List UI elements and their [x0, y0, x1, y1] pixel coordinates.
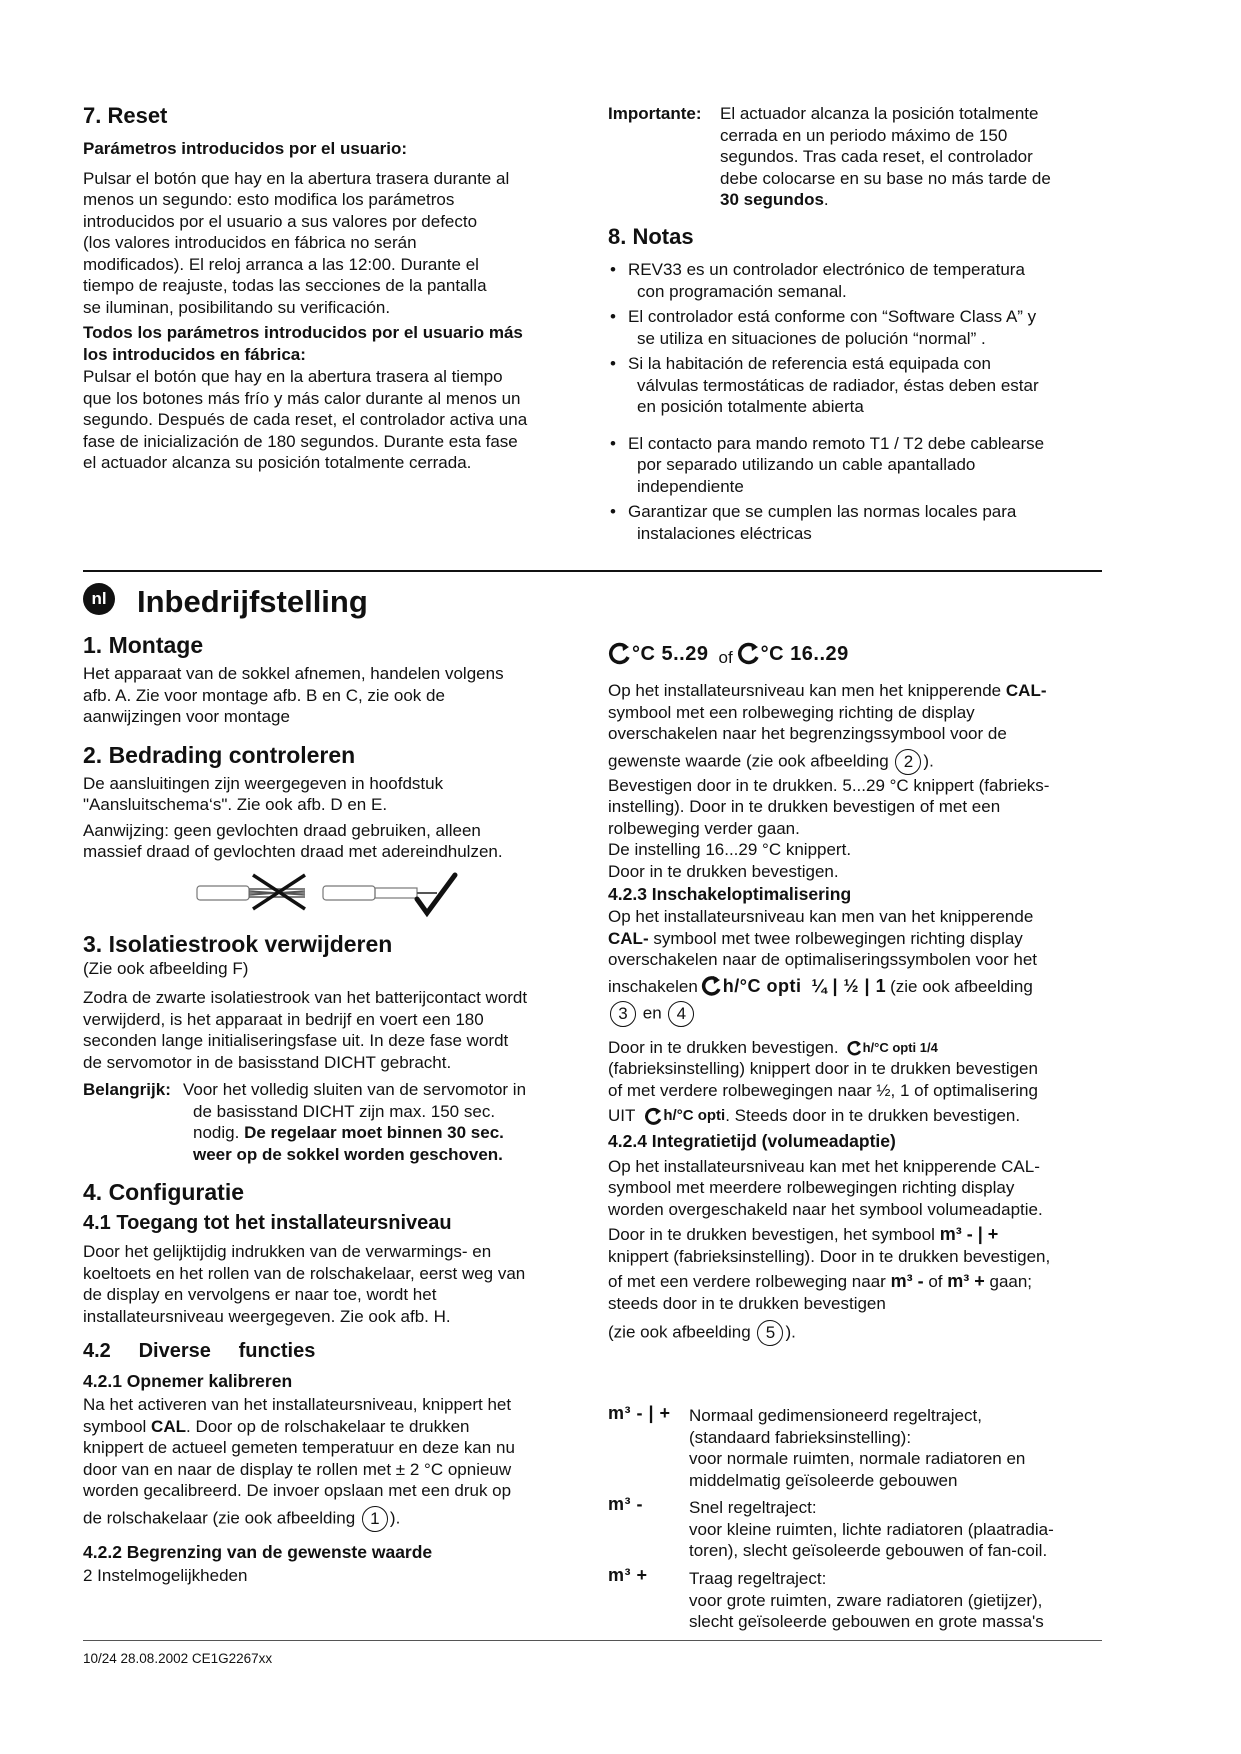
- text-line: knippert (fabrieksinstelling). Door in te drukken bevestigen,: [608, 1246, 1051, 1266]
- text-line: worden overgeschakeld naar het symbool volumeadaptie.: [608, 1199, 1043, 1219]
- text-line: Op het installateursniveau kan men van het knipperende: [608, 907, 1034, 926]
- reset-para1: [83, 168, 583, 319]
- text-line: segundos. Tras cada reset, el controlador: [720, 147, 1033, 166]
- text-line: fase de inicialización de 180 segundos. Durante esta fase: [83, 431, 518, 451]
- text-line: de display en vervolgens er naar toe, wordt het: [83, 1285, 437, 1304]
- text-line: installateursniveau weergegeven. Zie ook afb. H.: [83, 1306, 451, 1326]
- reset-section: [83, 103, 583, 474]
- text-fragment: .: [823, 190, 829, 209]
- toegang-heading: 4.1 Toegang tot het installateursniveau: [83, 1212, 452, 1234]
- text-line: (los valores introducidos en fábrica no serán: [83, 233, 417, 252]
- figure-2-badge: 2: [895, 749, 921, 775]
- text-line: Op het installateursniveau kan met het knipperende CAL-: [608, 1156, 1040, 1176]
- text-line: De instelling 16...29 °C knippert.: [608, 840, 852, 859]
- text-line: Voor het volledig sluiten van de servomotor in: [183, 1080, 527, 1099]
- text-line: Todos los parámetros introducidos por el usuario más: [83, 323, 523, 342]
- figure-5-badge: 5: [757, 1320, 783, 1346]
- text-line: Bevestigen door in te drukken. 5...29 °C knippert (fabrieks-: [608, 775, 1050, 795]
- important-note: [608, 103, 1108, 211]
- diverse-heading: 4.2 Diverse functies: [83, 1340, 316, 1362]
- range-16-29: °C 16..29: [760, 642, 849, 665]
- kalibreren-heading: 4.2.1 Opnemer kalibreren: [83, 1371, 293, 1391]
- notes-section: [608, 103, 1108, 544]
- integratie-heading: 4.2.4 Integratietijd (volumeadaptie): [608, 1130, 896, 1151]
- reset-sub1: Parámetros introducidos por el usuario:: [83, 139, 408, 158]
- begrenzing-heading: 4.2.2 Begrenzing van de gewenste waarde: [83, 1541, 433, 1562]
- text-line: "Aansluitschema‘s". Zie ook afb. D en E.: [83, 795, 388, 814]
- clock-arrow-icon: [847, 1040, 863, 1058]
- text-line: los introducidos en fábrica:: [83, 344, 306, 364]
- row-text: Snel regeltraject: voor kleine ruimten, lichte radiatoren (plaatradia- toren), slecht geïsoleerde gebouwen of fan-coil.: [689, 1498, 1054, 1560]
- text-line: symbool met een rolbeweging richting de display: [608, 702, 975, 722]
- text-line: instelling). Door in te drukken bevestigen of met een: [608, 797, 1001, 816]
- text-line: que los botones más frío y más calor durante al menos un: [83, 388, 521, 408]
- list-item: • El controlador está conforme con “Software Class A” y se utiliza en situaciones de polución “normal” .: [608, 306, 1108, 349]
- text-line: seconden lange initialiseringsfase uit. In deze fase wordt: [83, 1031, 509, 1050]
- language-badge: nl: [83, 583, 115, 615]
- text-line: weer op de sokkel worden geschoven.: [193, 1144, 503, 1164]
- text-line: el actuador alcanza su posición totalmente cerrada.: [83, 453, 472, 472]
- text-line: de servomotor in de basisstand DICHT gebracht.: [83, 1052, 452, 1072]
- list-item: • Si la habitación de referencia está equipada con válvulas termostáticas de radiador, éstas deben estar en posición totalmente abierta: [608, 353, 1108, 418]
- text-line: worden gecalibreerd. De invoer opslaan met een druk op: [83, 1481, 512, 1500]
- notes-heading: 8. Notas: [608, 224, 694, 249]
- text-line: massief draad of gevlochten draad met adereindhulzen.: [83, 842, 503, 861]
- footer-divider: [83, 1640, 1102, 1641]
- text-line: de basisstand DICHT zijn max. 150 sec.: [193, 1101, 496, 1121]
- isolatie-sub: (Zie ook afbeelding F): [83, 958, 249, 978]
- text-line: overschakelen naar de optimaliseringssymbolen voor het: [608, 950, 1038, 969]
- text-line: modificados). El reloj arranca a las 12:00. Durante el: [83, 254, 479, 274]
- figure-1-badge: 1: [362, 1506, 388, 1532]
- row-text: Normaal gedimensioneerd regeltraject, (standaard fabrieksinstelling): voor normale ruimten, normale radiatoren en middelmatig geïsoleerde gebouwen: [689, 1406, 1026, 1490]
- isolatie-heading: 3. Isolatiestrook verwijderen: [83, 930, 393, 957]
- reset-sub2: [83, 322, 583, 365]
- text-line: rolbeweging verder gaan.: [608, 818, 800, 838]
- belangrijk-label: Belangrijk:: [83, 1080, 171, 1099]
- text-line: Na het activeren van het installateursniveau, knippert het: [83, 1395, 512, 1414]
- list-item: • REV33 es un controlador electrónico de temperatura con programación semanal.: [608, 259, 1108, 302]
- text-line: cerrada en un periodo máximo de 150: [720, 125, 1008, 145]
- text-line: Zodra de zwarte isolatiestrook van het batterijcontact wordt: [83, 988, 528, 1007]
- text-line: se iluminan, posibilitando su verificación.: [83, 297, 391, 317]
- text-line: Pulsar el botón que hay en la abertura trasera durante al: [83, 168, 510, 188]
- clock-arrow-icon: [645, 1107, 663, 1127]
- m3-plus-symbol: m³ +: [947, 1271, 985, 1291]
- range-5-29: °C 5..29: [632, 642, 709, 665]
- text-line: afb. A. Zie voor montage afb. B en C, zie ook de: [83, 685, 445, 705]
- text-line: Aanwijzing: geen gevlochten draad gebruiken, alleen: [83, 820, 481, 840]
- text-line: overschakelen naar het begrenzingssymbool voor de: [608, 724, 1007, 743]
- clock-arrow-icon: [608, 641, 632, 667]
- opti-symbol: h/°C opti: [722, 975, 802, 996]
- section-divider: [83, 570, 1102, 572]
- text-line: introducidos por el usuario a sus valores por defecto: [83, 211, 478, 231]
- nl-right-column: °C 5..29 of °C 16..29 Op het installateursniveau kan men het knipperende CAL- symbool met een rolbeweging richting de display overschakelen naar het begrenzingssymbool voor de gewenste waarde (zie ook afbeelding 2 ). Bevestigen door in te drukken. 5...29 °C knippert (fabrieks- instelling). Door in te drukken bevestigen of met een rolbeweging verder gaan. De instelling 16...29 °C knippert. Door in te drukken bevestigen. 4.2.3 Inschakeloptimalisering Op het installateursniveau kan men van het knipperende CAL- symbool met twee rolbewegingen richting display overschakelen naar de optimaliseringssymbolen voor het inschakelen h/°C opti ¼ | ½ | 1 (zie ook afbeelding 3 en 4 Door in te drukken bevestigen. h/°C opti 1/4 (fabrieksinstelling) knippert door in te drukken bevestigen of met verdere rolbewegingen naar ½, 1 of optimalisering UIT h/°C opti . Steeds door in te drukken bevestigen. 4.2.4 Integratietijd (volumeadaptie) Op het installateursniveau kan met het knipperende CAL- symbool met meerdere rolbewegingen richting display worden overgeschakeld naar het symbool volumeadaptie. Door in te drukken bevestigen, het symbool m³ - | + knippert (fabrieksinstelling). Door in te drukken bevestigen, of met een verdere rolbeweging naar m³ - of m³ + gaan; steeds door in te drukken bevestigen (zie ook afbeelding 5 ).: [608, 636, 1108, 1346]
- list-item: • El contacto para mando remoto T1 / T2 debe cablearse por separado utilizando un cable apantallado independiente: [608, 433, 1108, 498]
- clock-arrow-icon: [737, 641, 761, 667]
- text-line: Door het gelijktijdig indrukken van de verwarmings- en: [83, 1242, 492, 1261]
- reset-para2: [83, 366, 583, 474]
- notes-list: [608, 259, 1108, 544]
- row-symbol: m³ -: [608, 1494, 643, 1514]
- text-line: knippert de actueel gemeten temperatuur en deze kan nu: [83, 1438, 515, 1457]
- text-line: (fabrieksinstelling) knippert door in te drukken bevestigen: [608, 1059, 1038, 1078]
- clock-arrow-icon: [701, 975, 723, 999]
- text-line: Door in te drukken bevestigen.: [608, 861, 839, 881]
- important-bold: 30 segundos: [720, 190, 824, 209]
- text-line: Het apparaat van de sokkel afnemen, handelen volgens: [83, 664, 504, 683]
- m3-minus-symbol: m³ -: [890, 1271, 924, 1291]
- text-line: tiempo de reajuste, todas las secciones de la pantalla: [83, 276, 487, 295]
- configuratie-heading: 4. Configuratie: [83, 1179, 245, 1205]
- nl-left-column: 1. Montage Het apparaat van de sokkel afnemen, handelen volgens afb. A. Zie voor montage afb. B en C, zie ook de aanwijzingen voor montage 2. Bedrading controleren De aansluitingen zijn weergegeven in hoofdstuk "Aansluitschema‘s". Zie ook afb. D en E. Aanwijzing: geen gevlochten draad gebruiken, alleen massief draad of gevlochten draad met adereindhulzen. 3. Isolatiestrook verwijderen (Zie ook afbeelding F) Zodra de zwarte isolatiestrook van het batterijcontact wordt verwijderd, is het apparaat in bedrijf en voert een 180 seconden lange initialiseringsfase uit. In deze fase wordt de servomotor in de basisstand DICHT gebracht. Belangrijk: Voor het volledig sluiten van de servomotor in de basisstand DICHT zijn max. 150 sec. nodig. De regelaar moet binnen 30 sec. weer op de sokkel worden geschoven. 4. Configuratie 4.1 Toegang tot het installateursniveau Door het gelijktijdig indrukken van de verwarmings- en koeltoets en het rollen van de rolschakelaar, eerst weg van de display en vervolgens er naar toe, wordt het installateursniveau weergegeven. Zie ook afb. H. 4.2 Diverse functies 4.2.1 Opnemer kalibreren Na het activeren van het installateursniveau, knippert het symbool CAL. Door op de rolschakelaar te drukken knippert de actueel gemeten temperatuur en deze kan nu door van en naar de display te rollen met ± 2 °C opnieuw worden gecalibreerd. De invoer opslaan met een druk op de rolschakelaar (zie ook afbeelding 1 ). 4.2.2 Begrenzing van de gewenste waarde 2 Instelmogelijkheden: [83, 632, 583, 1586]
- list-item: • Garantizar que se cumplen las normas locales para instalaciones eléctricas: [608, 501, 1108, 544]
- bedrading-heading: 2. Bedrading controleren: [83, 741, 356, 768]
- m3-mid-symbol: m³ - | +: [939, 1224, 999, 1244]
- opti-off-symbol: h/°C opti: [663, 1107, 726, 1124]
- text-line: verwijderd, is het apparaat in bedrijf en voert een 180: [83, 1009, 484, 1029]
- text-line: De aansluitingen zijn weergegeven in hoofdstuk: [83, 773, 444, 793]
- text-line: steeds door in te drukken bevestigen: [608, 1293, 886, 1313]
- text-line: symbool met meerdere rolbewegingen richting display: [608, 1178, 1015, 1197]
- opti-values: ¼ | ½ | 1: [811, 975, 887, 996]
- row-symbol: m³ +: [608, 1565, 648, 1585]
- montage-heading: 1. Montage: [83, 632, 204, 658]
- belangrijk-note: Belangrijk: Voor het volledig sluiten van de servomotor in de basisstand DICHT zijn max. 150 sec. nodig. De regelaar moet binnen 30 sec. weer op de sokkel worden geschoven.: [83, 1080, 527, 1164]
- page-title: Inbedrijfstelling: [137, 584, 368, 619]
- text-line: Pulsar el botón que hay en la abertura trasera al tiempo: [83, 367, 503, 386]
- text-line: door van en naar de display te rollen met ± 2 °C opnieuw: [83, 1459, 512, 1479]
- range-symbols: [608, 636, 1108, 672]
- range-of: of: [718, 648, 733, 667]
- reset-heading: 7. Reset: [83, 103, 168, 128]
- text-line: of met verdere rolbewegingen naar ½, 1 of optimalisering: [608, 1080, 1038, 1100]
- important-label: Importante:: [608, 104, 702, 123]
- text-line: El actuador alcanza la posición totalmente: [720, 104, 1039, 123]
- opti-quarter-symbol: h/°C opti 1/4: [862, 1039, 938, 1055]
- wire-illustration: [193, 871, 493, 921]
- text-line: koeltoets en het rollen van de rolschakelaar, eerst weg van: [83, 1263, 526, 1283]
- text-line: segundo. Después de cada reset, el controlador activa una: [83, 410, 528, 429]
- text-line: debe colocarse en su base no más tarde de: [720, 168, 1051, 188]
- text-line: aanwijzingen voor montage: [83, 707, 290, 726]
- begrenzing-text: 2 Instelmogelijkheden: [83, 1565, 248, 1585]
- row-symbol: m³ - | +: [608, 1403, 671, 1423]
- text-line: menos un segundo: esto modifica los parámetros: [83, 190, 455, 209]
- footer-text: 10/24 28.08.2002 CE1G2267xx: [83, 1651, 273, 1666]
- figure-3-badge: 3: [610, 1001, 636, 1027]
- row-text: Traag regeltraject: voor grote ruimten, zware radiatoren (gietijzer), slecht geïsoleerde gebouwen en grote massa's: [689, 1569, 1044, 1631]
- figure-4-badge: 4: [668, 1001, 694, 1027]
- inschakel-heading: 4.2.3 Inschakeloptimalisering: [608, 884, 852, 904]
